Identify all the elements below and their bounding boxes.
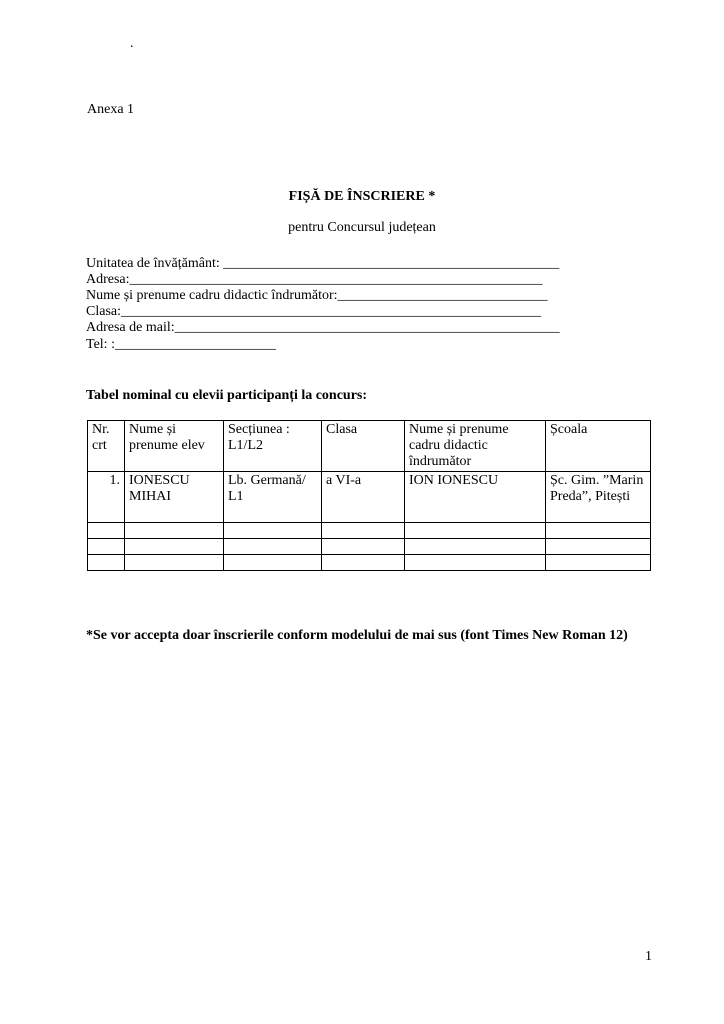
empty-cell	[88, 539, 125, 555]
email-field: Adresa de mail:_______________________________________________________	[86, 320, 560, 335]
empty-cell	[88, 555, 125, 571]
empty-cell	[322, 555, 405, 571]
empty-cell	[546, 555, 651, 571]
annex-label: Anexa 1	[87, 102, 135, 117]
empty-table-row	[88, 539, 651, 555]
address-field: Adresa:___________________________________________________________	[86, 272, 543, 287]
table-row	[88, 472, 651, 523]
cell-student-name: IONESCU MIHAI	[125, 472, 224, 523]
empty-cell	[224, 539, 322, 555]
empty-table-row	[88, 555, 651, 571]
form-subtitle: pentru Concursul județean	[288, 220, 436, 235]
cell-class: a VI-a	[322, 472, 405, 523]
header-class: Clasa	[322, 421, 405, 472]
page-number: 1	[645, 949, 652, 964]
phone-field: Tel: :_______________________	[86, 337, 276, 352]
form-title: FIȘĂ DE ÎNSCRIERE *	[288, 189, 436, 204]
table-title: Tabel nominal cu elevii participanți la concurs:	[86, 388, 368, 403]
empty-cell	[546, 539, 651, 555]
empty-cell	[322, 539, 405, 555]
stray-dot: .	[130, 36, 134, 51]
cell-teacher-name: ION IONESCU	[405, 472, 546, 523]
teacher-name-field: Nume și prenume cadru didactic îndrumător:______________________________	[86, 288, 548, 303]
footnote: *Se vor accepta doar înscrierile conform modelului de mai sus (font Times New Roman 12)	[86, 628, 628, 643]
empty-cell	[546, 523, 651, 539]
header-section: Secțiunea : L1/L2	[224, 421, 322, 472]
empty-cell	[224, 555, 322, 571]
cell-section: Lb. Germană/ L1	[224, 472, 322, 523]
cell-nr: 1.	[88, 472, 125, 523]
empty-cell	[322, 523, 405, 539]
empty-table-row	[88, 523, 651, 539]
participants-table	[87, 420, 651, 571]
school-unit-field: Unitatea de învățământ: ________________________________________________	[86, 256, 560, 271]
empty-cell	[125, 555, 224, 571]
empty-cell	[125, 523, 224, 539]
empty-cell	[224, 523, 322, 539]
header-nr-crt: Nr. crt	[88, 421, 125, 472]
empty-cell	[405, 523, 546, 539]
header-student-name: Nume și prenume elev	[125, 421, 224, 472]
cell-school: Șc. Gim. ”Marin Preda”, Pitești	[546, 472, 651, 523]
empty-cell	[88, 523, 125, 539]
class-field: Clasa:____________________________________________________________	[86, 304, 541, 319]
table-header-row	[88, 421, 651, 472]
header-school: Școala	[546, 421, 651, 472]
empty-cell	[405, 539, 546, 555]
empty-cell	[125, 539, 224, 555]
empty-cell	[405, 555, 546, 571]
header-teacher-name: Nume și prenume cadru didactic îndrumător	[405, 421, 546, 472]
